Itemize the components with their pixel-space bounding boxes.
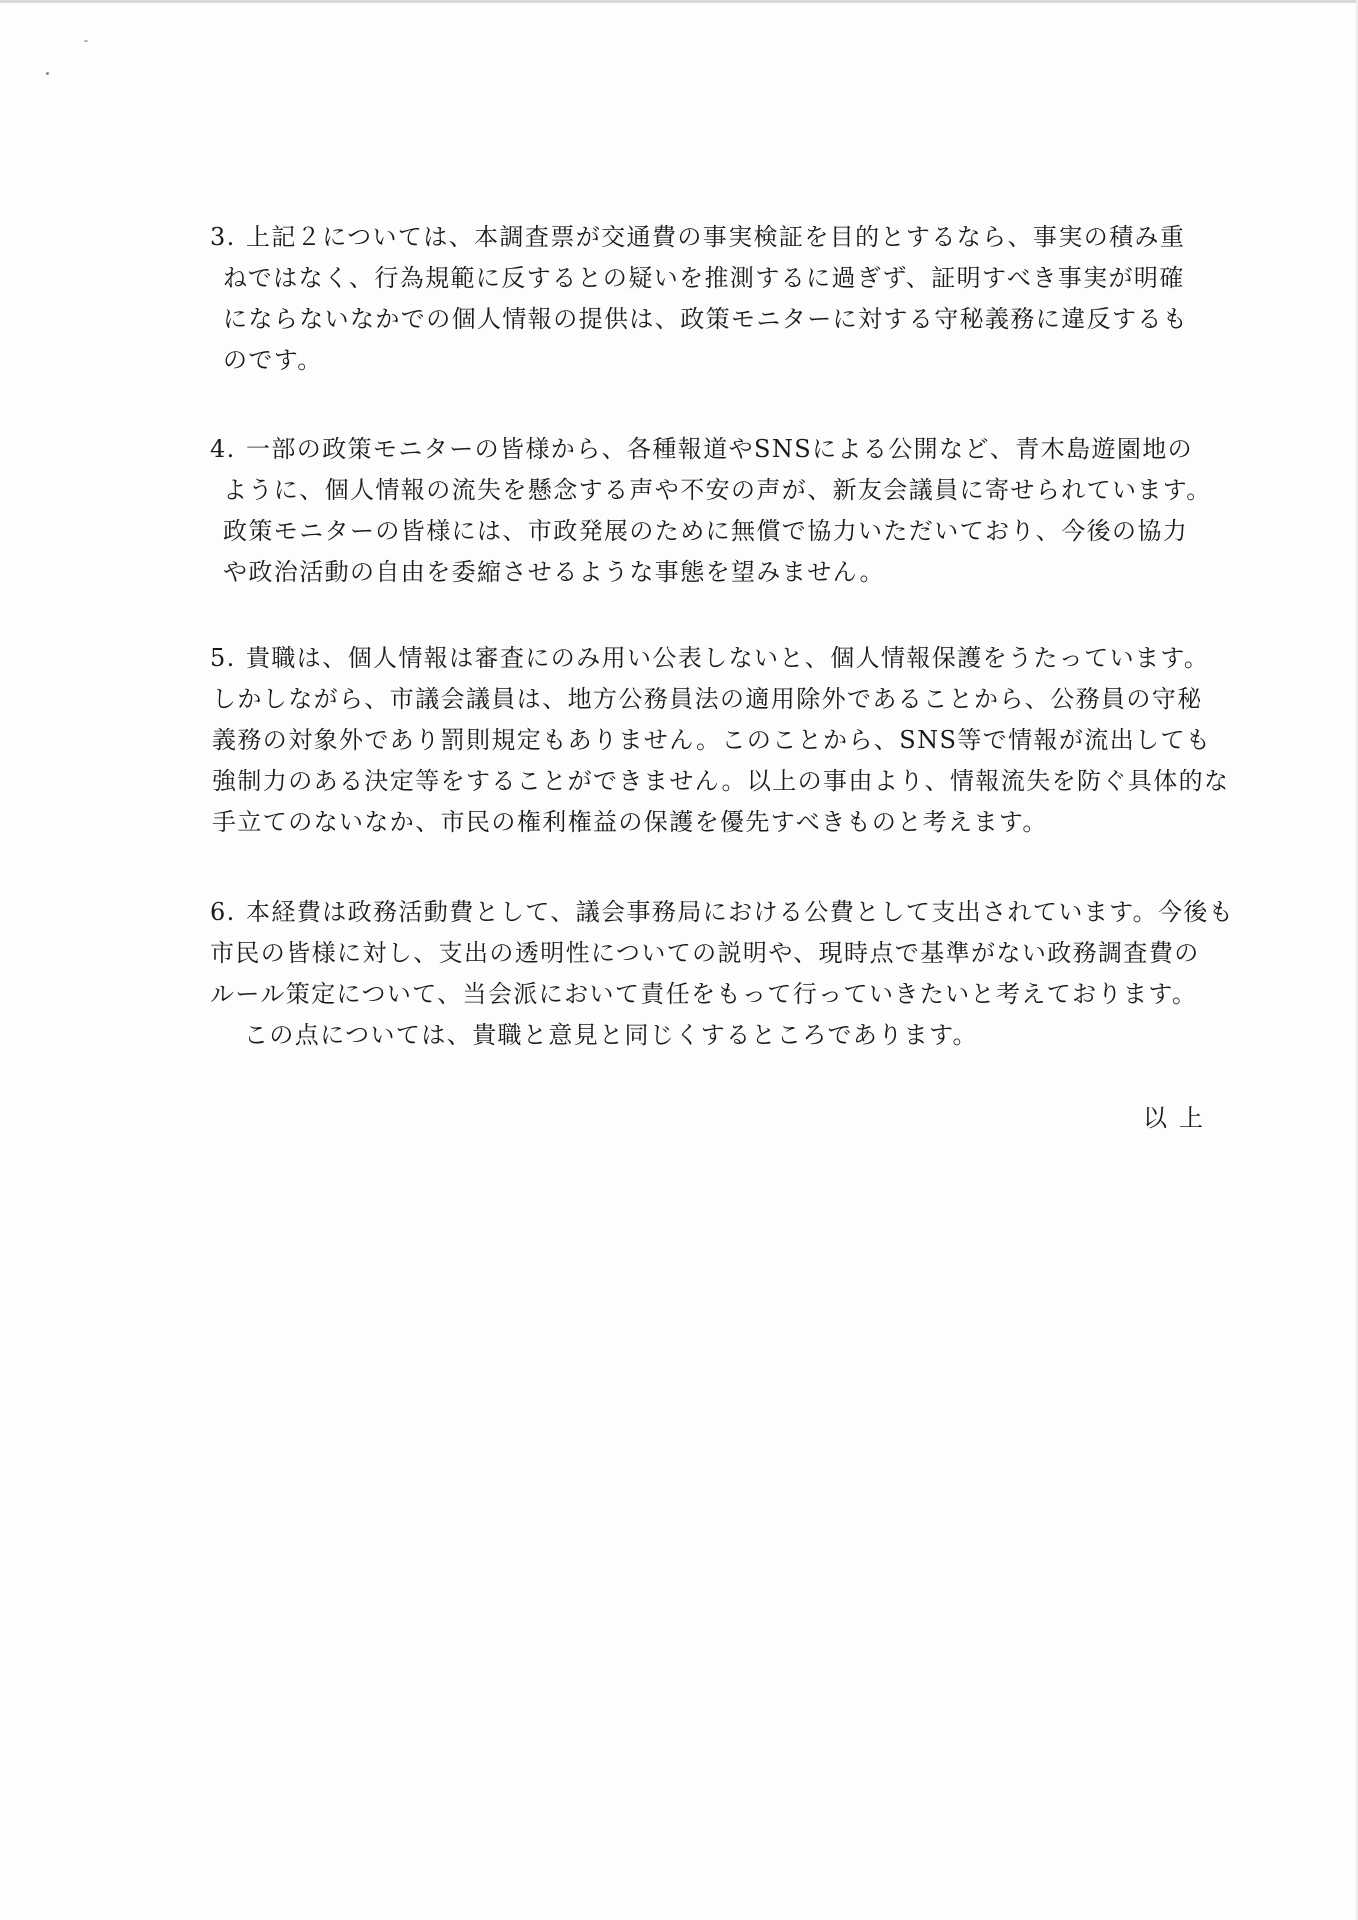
paragraph-number: 3. [210,223,236,251]
paragraph-6 [0,897,1358,1097]
paragraph-number: 6. [210,898,236,926]
paragraph-number: 4. [210,435,236,463]
paragraph-line [210,643,1209,673]
paragraph-text: 本経費は政務活動費として、議会事務局における公費として支出されています。今後も [246,898,1235,926]
paragraph-4 [0,434,1358,634]
paragraph-line: 政策モニターの皆様には、市政発展のために無償で協力いただいており、今後の協力 [223,517,1189,545]
paragraph-text: 一部の政策モニターの皆様から、各種報道やSNSによる公開など、青木島遊園地の [246,435,1194,463]
paragraph-line: や政治活動の自由を委縮させるような事態を望みません。 [223,558,885,586]
paragraph-line: にならないなかでの個人情報の提供は、政策モニターに対する守秘義務に違反するも [223,305,1189,333]
scan-top-edge [0,0,1358,3]
paragraph-line: 市民の皆様に対し、支出の透明性についての説明や、現時点で基準がない政務調査費の [210,939,1200,967]
paragraph-text: 上記２については、本調査票が交通費の事実検証を目的とするなら、事実の積み重 [246,223,1186,251]
paragraph-line [210,434,1193,464]
scan-speck [46,72,49,75]
paragraph-line [210,897,1234,927]
paragraph-line: 手立てのないなか、市民の権利権益の保護を優先すべきものと考えます。 [212,808,1048,836]
paragraph-line: のです。 [223,346,323,374]
paragraph-line: 義務の対象外であり罰則規定もありません。このことから、SNS等で情報が流出しても [212,726,1212,754]
paragraph-number: 5. [210,644,236,672]
paragraph-text: 貴職は、個人情報は審査にのみ用い公表しないと、個人情報保護をうたっています。 [246,644,1210,672]
scan-speck [84,40,88,42]
paragraph-line [210,222,1185,252]
closing-mark: 以上 [1143,1104,1215,1132]
paragraph-5 [0,643,1358,843]
paragraph-line: ように、個人情報の流失を懸念する声や不安の声が、新友会議員に寄せられています。 [223,476,1212,504]
paragraph-line: ルール策定について、当会派において責任をもって行っていきたいと考えております。 [210,980,1198,1008]
paragraph-3 [0,222,1358,422]
paragraph-line: しかしながら、市議会議員は、地方公務員法の適用除外であることから、公務員の守秘 [212,685,1203,713]
paragraph-line: ねではなく、行為規範に反するとの疑いを推測するに過ぎず、証明すべき事実が明確 [223,264,1185,292]
paragraph-line: この点については、貴職と意見と同じくするところであります。 [244,1021,978,1049]
paragraph-line: 強制力のある決定等をすることができません。以上の事由より、情報流失を防ぐ具体的な [212,767,1230,795]
